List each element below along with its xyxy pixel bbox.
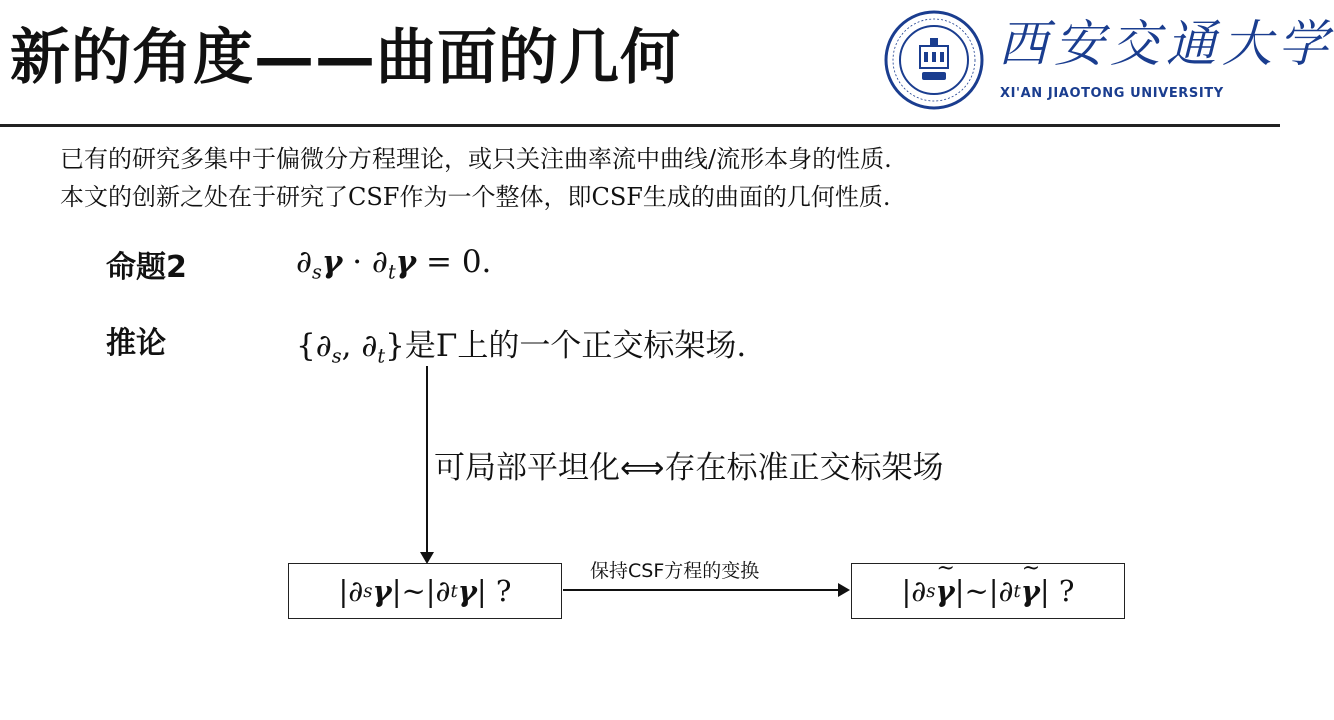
original-frame-box: |∂ s γ |~|∂ t γ | ?: [288, 563, 562, 619]
question-mark-right: ?: [1058, 574, 1075, 608]
intro-line-1: 已有的研究多集中于偏微分方程理论，或只关注曲率流中曲线/流形本身的性质.: [60, 145, 892, 173]
equivalence-note: 可局部平坦化⟺存在标准正交标架场: [434, 450, 944, 486]
proposition-formula: $\partial_s\gamma \cdot \partial_t\gamma = 0$.: [296, 244, 492, 284]
formula-end: = 0.: [426, 244, 492, 280]
university-name-cn: 西安交通大学: [998, 15, 1334, 73]
down-arrow-line: [426, 366, 428, 554]
proposition-label: 命题2: [106, 250, 187, 285]
corollary-label: 推论: [106, 326, 166, 361]
corollary-statement: {$\partial_s$, $\partial_t$}是Γ上的一个正交标架场.: [296, 328, 747, 368]
university-logo: [884, 10, 1334, 110]
transform-arrow-line: [563, 589, 841, 591]
question-mark-left: ?: [495, 574, 512, 608]
university-name-en: XI'AN JIAOTONG UNIVERSITY: [1000, 86, 1224, 101]
university-seal-icon: [884, 10, 984, 110]
slide-title: 新的角度——曲面的几何: [10, 23, 681, 93]
transformed-frame-box: |∂ s ~ γ |~|∂ t ~ γ | ?: [851, 563, 1125, 619]
transform-arrow-head: [838, 583, 850, 597]
intro-line-2: 本文的创新之处在于研究了CSF作为一个整体，即CSF生成的曲面的几何性质.: [60, 183, 891, 211]
corollary-text: 是Γ上的一个正交标架场.: [404, 328, 747, 364]
transform-arrow-label: 保持CSF方程的变换: [590, 560, 760, 582]
intro-paragraph: [60, 140, 892, 216]
header-divider: [0, 124, 1280, 127]
